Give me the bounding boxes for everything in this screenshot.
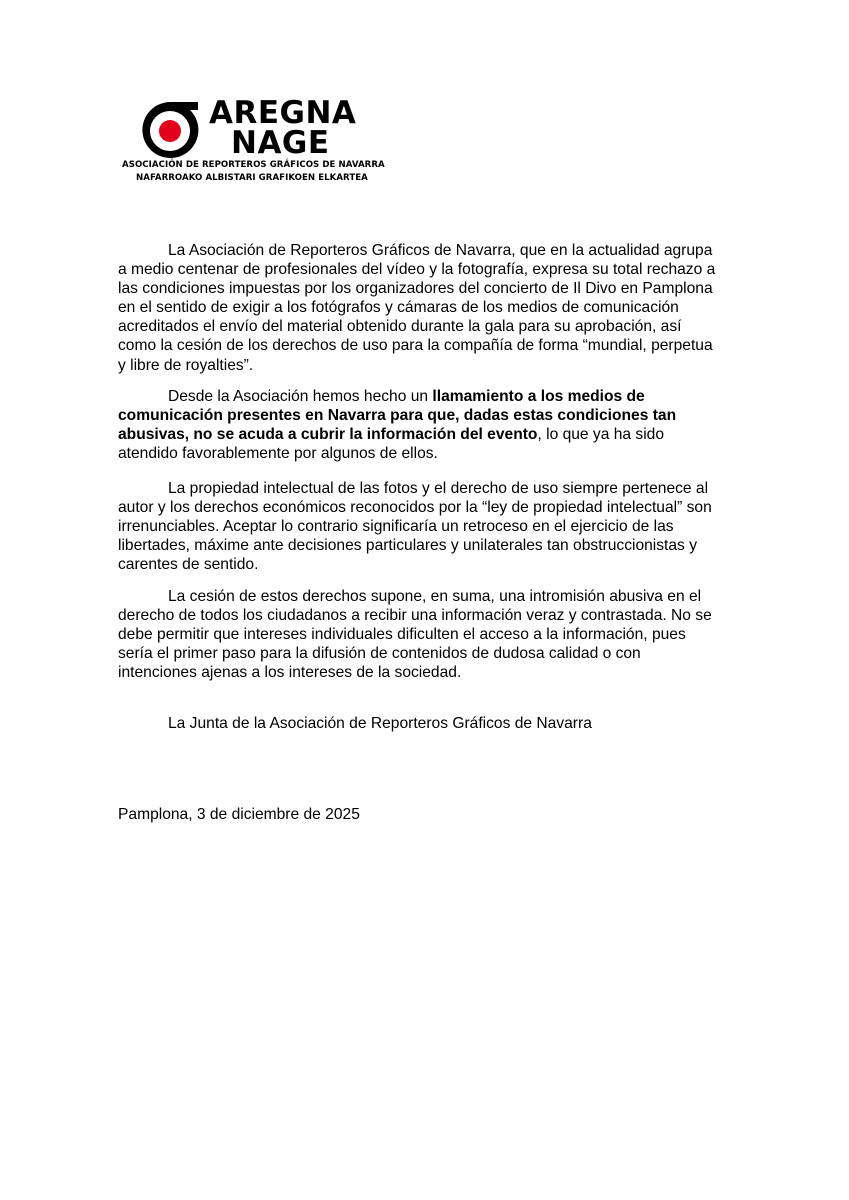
paragraph-line: irrenunciables. Aceptar lo contrario significaría un retroceso en el ejercicio de las [118,518,674,536]
paragraph-line: en el sentido de exigir a los fotógrafos y cámaras de los medios de comunicación [118,299,679,317]
paragraph-line: La cesión de estos derechos supone, en suma, una intromisión abusiva en el [168,588,702,605]
association-logo [114,94,385,194]
paragraph-line: La Asociación de Reporteros Gráficos de Navarra, que en la actualidad agrupa [168,242,713,259]
paragraph-2 [118,387,708,463]
paragraph-line: debe permitir que intereses individuales dificulten el acceso a la información, pues [118,626,686,644]
paragraph-line: atendido favorablemente por algunos de ellos. [118,445,438,463]
text-normal: Desde la Asociación hemos hecho un [168,388,433,405]
document-date: Pamplona, 3 de diciembre de 2025 [118,806,360,823]
logo-subtitle-eu: NAFARROAKO ALBISTARI GRAFIKOEN ELKARTEA [136,173,368,183]
paragraph-3 [118,479,712,574]
paragraph-line: como la cesión de los derechos de uso para la compañía de forma “mundial, perpetua [118,337,713,355]
paragraph-line: a medio centenar de profesionales del vídeo y la fotografía, expresa su total rechazo a [118,261,716,279]
text-bold: llamamiento a los medios de [432,388,645,405]
signature: La Junta de la Asociación de Reporteros Gráficos de Navarra [168,715,592,732]
logo-ring-icon [138,98,202,160]
paragraph-line: las condiciones impuestas por los organizadores del concierto de Il Divo en Pamplona [118,280,713,298]
text-normal: , lo que ya ha sido [537,426,665,444]
paragraph-4 [118,587,712,682]
paragraph-line: y libre de royalties”. [118,356,254,374]
logo-subtitle-es: ASOCIACIÓN DE REPORTEROS GRÁFICOS DE NAVARRA [122,160,385,170]
paragraph-line: libertades, máxime ante decisiones particulares y unilaterales tan obstruccionistas y [118,537,697,555]
paragraph-line: autor y los derechos económicos reconocidos por la “ley de propiedad intelectual” son [118,499,712,517]
paragraph-line: sería el primer paso para la difusión de contenidos de dudosa calidad o con [118,645,641,663]
paragraph-line: intenciones ajenas a los intereses de la sociedad. [118,664,462,682]
paragraph-line [118,425,708,444]
logo-red-dot [159,120,181,142]
text-bold: comunicación presentes en Navarra para que, dadas estas condiciones tan [118,407,677,425]
paragraph-line: derecho de todos los ciudadanos a recibir una información veraz y contrastada. No se [118,607,712,625]
paragraph-1 [118,241,716,375]
paragraph-line: acreditados el envío del material obtenido durante la gala para su aprobación, así [118,318,682,336]
text-bold: abusivas, no se acuda a cubrir la información del evento [118,426,538,444]
logo-word-aregna: AREGNA [209,95,357,131]
paragraph-line [118,406,708,425]
paragraph-line: La propiedad intelectual de las fotos y el derecho de uso siempre pertenece al [168,480,709,497]
logo-word-nage: NAGE [231,125,330,161]
paragraph-line [118,387,708,406]
paragraph-line: carentes de sentido. [118,556,259,574]
